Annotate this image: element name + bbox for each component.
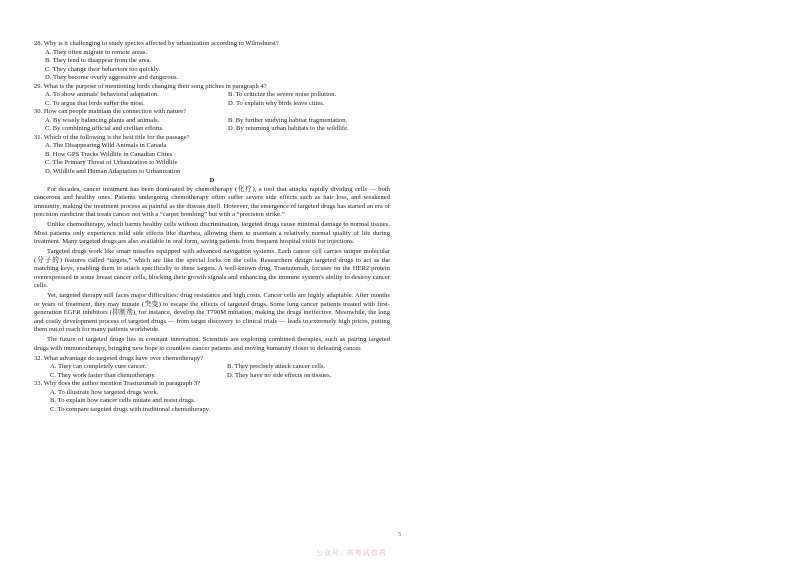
option-row: [34, 100, 390, 109]
option-d: D. By returning urban habitats to the wildlife.: [228, 125, 349, 132]
question-stem: 31. Which of the following is the best title for the passage?: [34, 133, 190, 141]
option-c: C. The Primary Threat of Urbanization to Wildlife: [45, 159, 178, 166]
option-b: B. To criticize the severe noise pollution.: [228, 91, 337, 98]
option-row: [34, 363, 390, 372]
option-b: B. By further studying habitat fragmentation.: [228, 116, 348, 124]
option-b: B. They tend to disappear from the area.: [45, 57, 152, 64]
option-b: B. How GPS Tracks Wildlife in Canadian Cities: [45, 150, 173, 158]
question-28: [34, 40, 390, 83]
option-c: C. By combining official and civilian efforts.: [45, 125, 164, 132]
option-c: C. To compare targeted drugs with traditional chemotherapy.: [50, 405, 211, 413]
question-31: [34, 134, 390, 177]
question-32: [34, 355, 390, 381]
page-number: 5: [398, 531, 402, 538]
option-c: C. They work faster than chemotherapy.: [50, 371, 156, 379]
option-a: A. To illustrate how targeted drugs work.: [50, 388, 159, 396]
question-stem: 33. Why does the author mention Trastuzumab in paragraph 3?: [34, 380, 201, 387]
question-30: [34, 108, 390, 134]
passage-paragraph: The future of targeted drugs lies in constant innovation. Scientists are exploring combined therapies, such as pairing targeted drugs with immunotherapy, bringing new hope to countless cancer patients and moving humanity closer to defeating cancer.: [34, 336, 390, 352]
option-row: [34, 117, 390, 126]
option-d: D. They become overly aggressive and dangerous.: [45, 74, 179, 81]
option-a: A. The Disappearing Wild Animals in Canada: [45, 142, 167, 149]
passage-paragraph: Targeted drugs work like smart missiles equipped with advanced navigation systems. Each cancer cell carries unique molecular (分子的) features called “targets,” which are like the special locks on the cells. Researchers design targeted drugs to act as the matching keys, enabling them to attach specifically to these targets. A well-known drug, Trastuzumab, focuses on the HER2 protein overexpressed in some breast cancer cells, blocking their growth signals and enhancing the immune system's ability to destroy cancer cells.: [34, 248, 390, 289]
question-29: [34, 83, 390, 109]
question-stem: 30. How can people maintain the connection with nature?: [34, 108, 187, 115]
option-d: D. Wildlife and Human Adaptation to Urbanization: [45, 167, 181, 175]
option-c: C. To argue that birds suffer the most.: [45, 99, 145, 107]
question-stem: 29. What is the purpose of mentioning birds changing their song pitches in paragraph 4?: [34, 82, 267, 90]
option-row: [34, 91, 390, 100]
question-33: [34, 380, 390, 414]
option-a: A. To show animals' behavioral adaptation.: [45, 91, 159, 98]
option-d: D. They have no side effects on tissues.: [227, 371, 332, 379]
option-a: A. They can completely cure cancer.: [50, 363, 147, 370]
option-b: B. They precisely attack cancer cells.: [227, 363, 326, 370]
question-stem: 32. What advantage do targeted drugs have over chemotherapy?: [34, 354, 204, 362]
option-row: [34, 125, 390, 134]
watermark: 公众号: 高考试卷君: [316, 549, 387, 557]
passage-paragraph: Unlike chemotherapy, which harms healthy cells without discrimination, targeted drugs cause minimal damage to normal tissues. Most patients only experience mild side effects like diarrhea, allowing them to maintain a relatively normal quality of life during treatment. Many targeted drugs are also available in oral form, saving patients from frequent hospital visits for injections.: [34, 221, 390, 245]
passage-body: [34, 186, 390, 354]
option-b: B. To explain how cancer cells mutate and resist drugs.: [50, 397, 196, 404]
passage-paragraph: For decades, cancer treatment has been dominated by chemotherapy (化疗), a tool that attacks rapidly dividing cells — both cancerous and healthy ones. Patients undergoing chemotherapy often suffer severe side effects such as hair loss, and weakened immunity, making the treatment process as painful as the disease itself. However, the emergence of targeted drugs has started an era of precision medicine that treats cancer not with a “carpet bombing” but with a “precision strike.”: [34, 185, 390, 218]
exam-page: [34, 40, 390, 414]
question-stem: 28. Why is it challenging to study species affected by urbanization according to Wilmshurst?: [34, 40, 279, 47]
passage-paragraph: Yet, targeted therapy still faces major difficulties: drug resistance and high costs. Cancer cells are highly adaptable. After months or years of treatment, they may mutate (突变) to escape the effects of targeted drugs. Some lung cancer patients treated with first-generation EGFR inhibitors (抑制剂), for instance, develop the T790M mutation, making the drugs ineffective. Meanwhile, the long and costly development process of targeted drugs — from target discovery to clinical trials — leads to extremely high prices, putting them out of reach for many patients worldwide.: [34, 292, 390, 333]
option-row: [34, 372, 390, 381]
passage-title: D: [209, 176, 215, 184]
option-a: A. They often migrate to remote areas.: [45, 48, 148, 56]
option-a: A. By wisely balancing plants and animals.: [45, 116, 160, 124]
option-c: C. They change their behaviors too quickly.: [45, 65, 161, 73]
option-d: D. To explain why birds leave cities.: [228, 99, 325, 107]
